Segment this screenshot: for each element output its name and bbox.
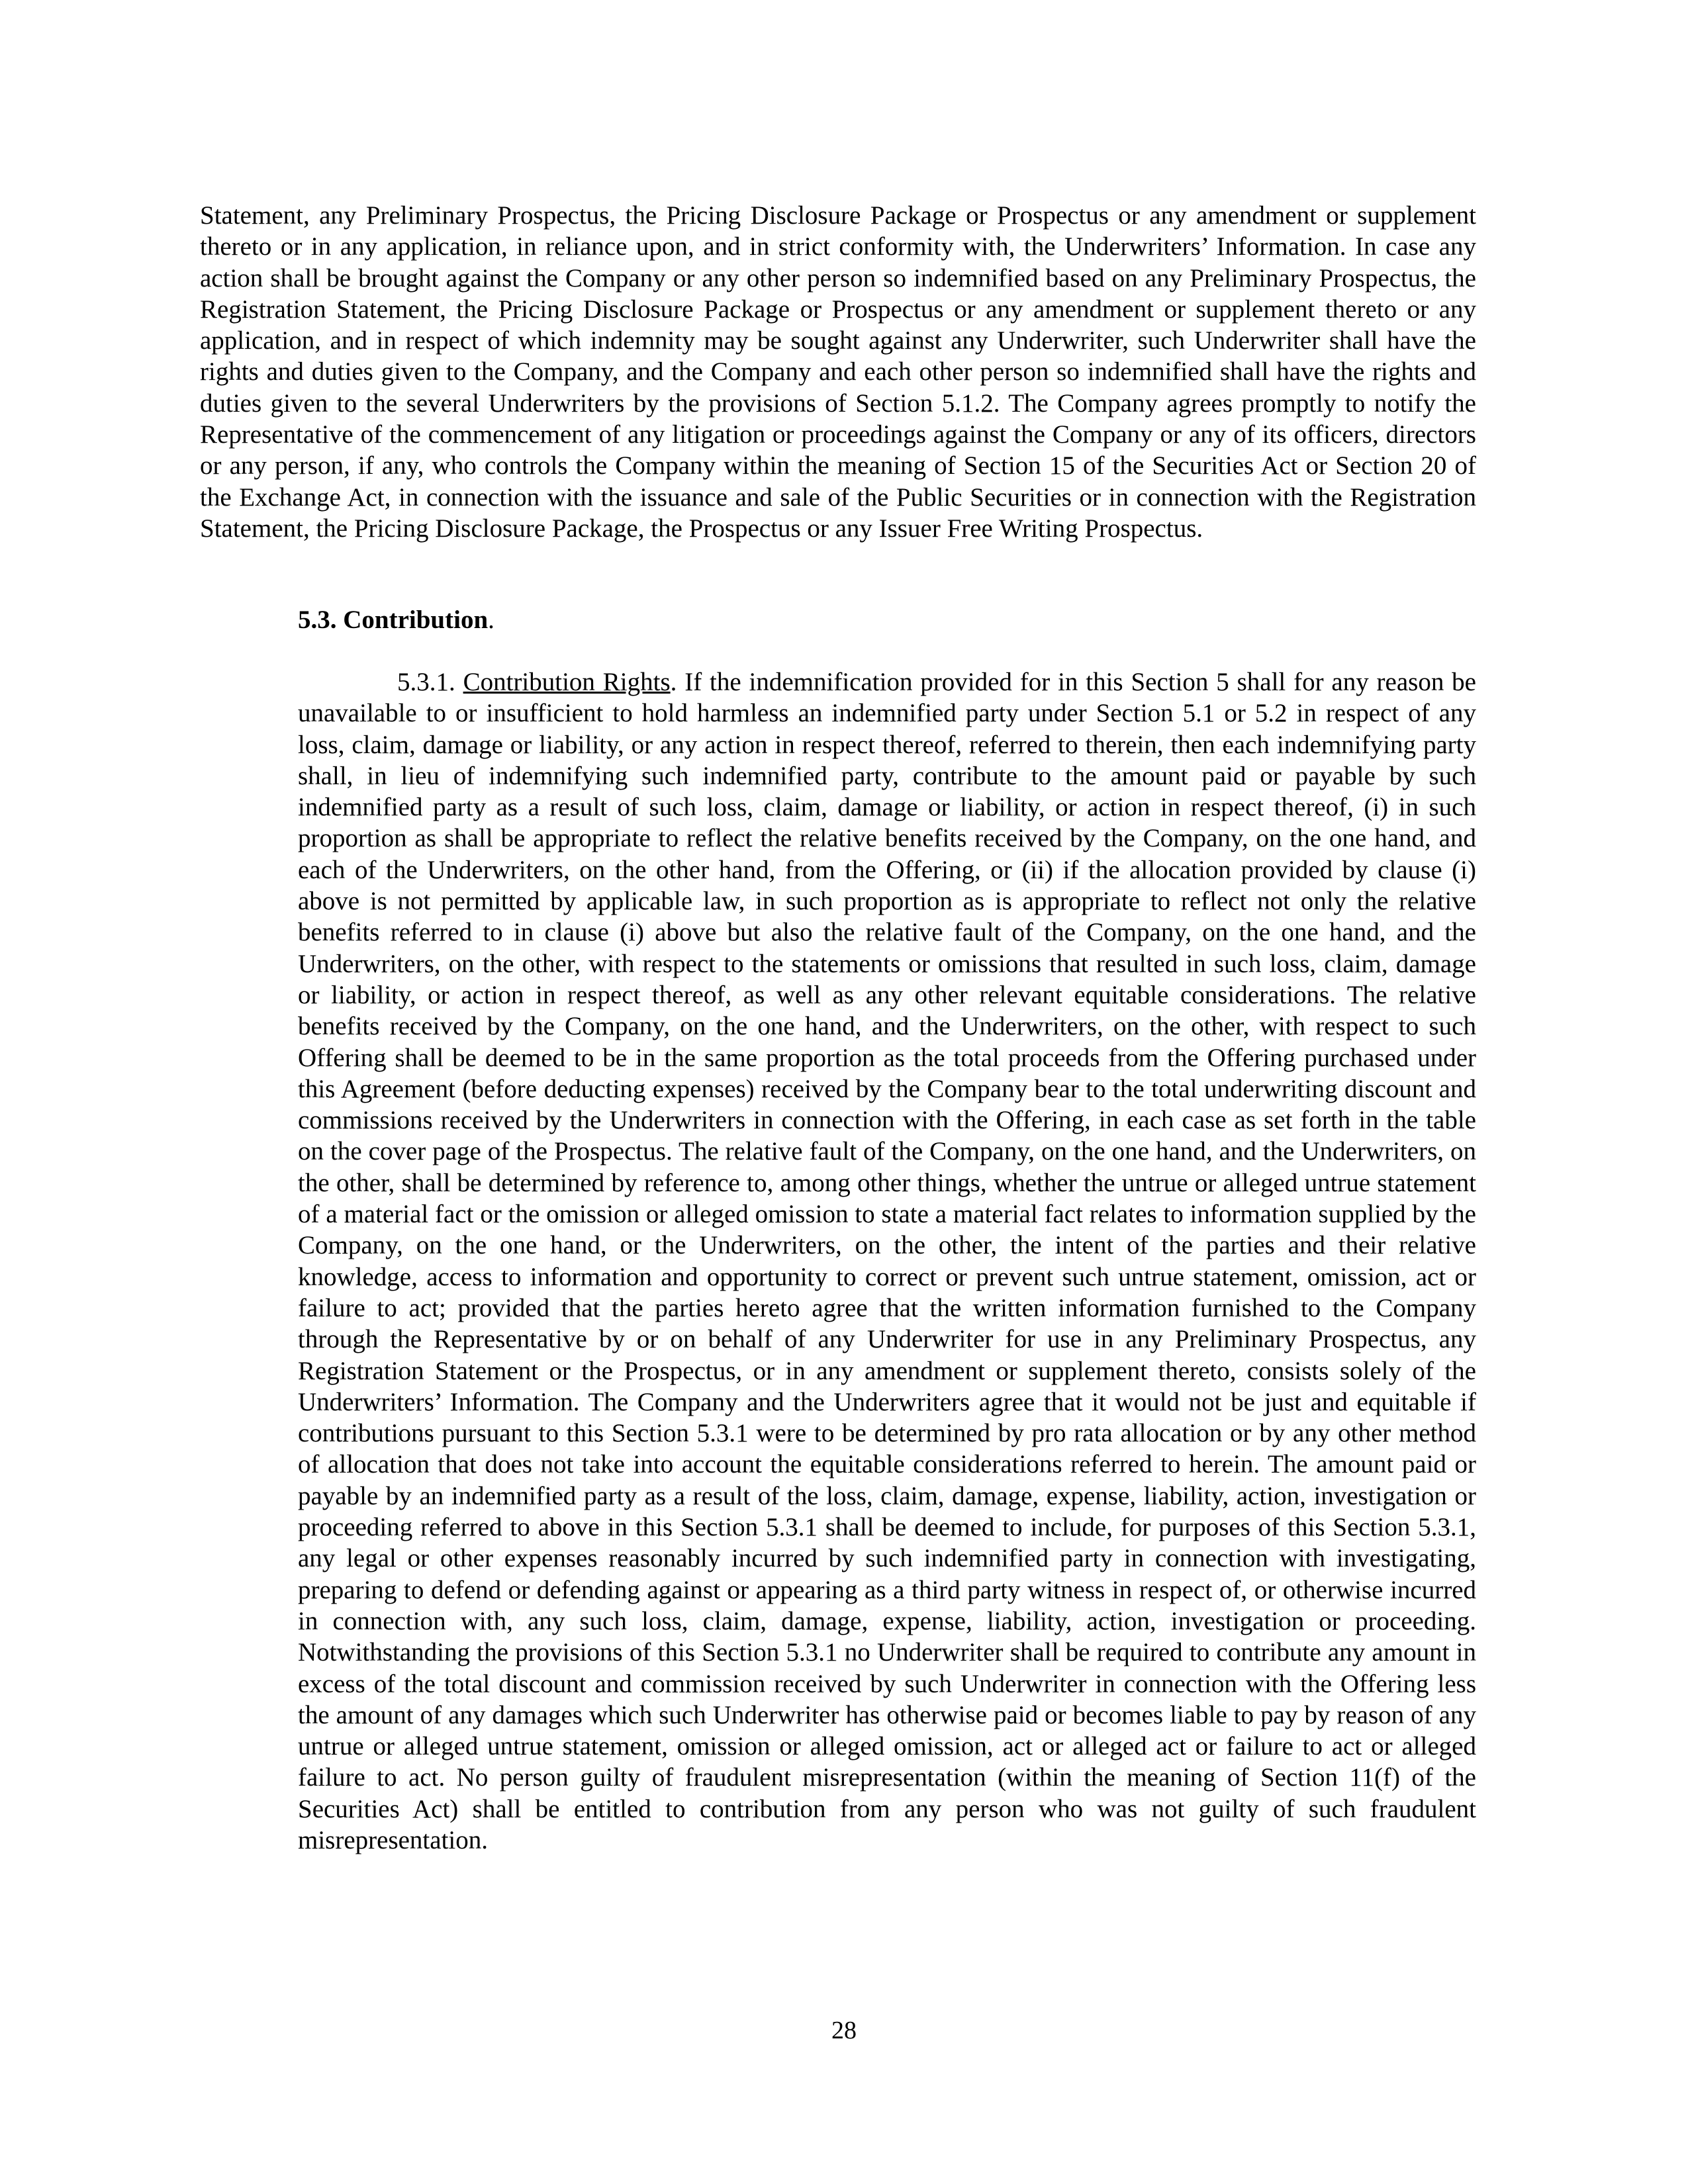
page-number: 28 [831,2017,857,2044]
subsection-body: . If the indemnification provided for in this Section 5 shall for any reason be unavailable to or insufficient to hold harmless an indemnified party under Section 5.1 or 5.2 in respect of any loss, claim, damage or liability, or any action in respect thereof, referred to therein, then each indemnifying party shall, in lieu of indemnifying such indemnified party, contribute to the amount paid or payable by such indemnified party as a result of such loss, claim, damage or liability, or action in respect thereof, (i) in such proportion as shall be appropriate to reflect the relative benefits received by the Company, on the one hand, and each of the Underwriters, on the other hand, from the Offering, or (ii) if the allocation provided by clause (i) above is not permitted by applicable law, in such proportion as is appropriate to reflect not only the relative benefits referred to in clause (i) above but also the relative fault of the Company, on the one hand, and the Underwriters, on the other, with respect to the statements or omissions that resulted in such loss, claim, damage or liability, or action in respect thereof, as well as any other relevant equitable considerations. The relative benefits received by the Company, on the one hand, and the Underwriters, on the other, with respect to such Offering shall be deemed to be in the same proportion as the total proceeds from the Offering purchased under this Agreement (before deducting expenses) received by the Company bear to the total underwriting discount and commissions received by the Underwriters in connection with the Offering, in each case as set forth in the table on the cover page of the Prospectus. The relative fault of the Company, on the one hand, and the Underwriters, on the other, shall be determined by reference to, among other things, whether the untrue or alleged untrue statement of a material fact or the omission or alleged omission to state a material fact relates to information supplied by the Company, on the one hand, or the Underwriters, on the other, the intent of the parties and their relative knowledge, access to information and opportunity to correct or prevent such untrue statement, omission, act or failure to act; provided that the parties hereto agree that the written information furnished to the Company through the Representative by or on behalf of any Underwriter for use in any Preliminary Prospectus, any Registration Statement or the Prospectus, or in any amendment or supplement thereto, consists solely of the Underwriters’ Information. The Company and the Underwriters agree that it would not be just and equitable if contributions pursuant to this Section 5.3.1 were to be determined by pro rata allocation or by any other method of allocation that does not take into account the equitable considerations referred to herein. The amount paid or payable by an indemnified party as a result of the loss, claim, damage, expense, liability, action, investigation or proceeding referred to above in this Section 5.3.1 shall be deemed to include, for purposes of this Section 5.3.1, any legal or other expenses reasonably incurred by such indemnified party in connection with investigating, preparing to defend or defending against or appearing as a third party witness in respect of, or otherwise incurred in connection with, any such loss, claim, damage, expense, liability, action, investigation or proceeding. Notwithstanding the provisions of this Section 5.3.1 no Underwriter shall be required to contribute any amount in excess of the total discount and commission received by such Underwriter in connection with the Offering less the amount of any damages which such Underwriter has otherwise paid or becomes liable to pay by reason of any untrue or alleged untrue statement, omission or alleged omission, act or alleged act or failure to act or alleged failure to act. No person guilty of fraudulent misrepresentation (within the meaning of Section 11(f) of the Securities Act) shall be entitled to contribution from any person who was not guilty of such fraudulent misrepresentation. [298,668,1476,1854]
subsection-number: 5.3.1. [397,668,463,696]
section-heading-contribution [298,604,494,635]
section-heading-text: 5.3. Contribution [298,606,489,634]
paragraph-contribution-rights [298,666,1476,1856]
paragraph-indemnification-continued: Statement, any Preliminary Prospectus, the Pricing Disclosure Package or Prospectus or any amendment or supplement thereto or in any application, in reliance upon, and in strict conformity with, the Underwriters’ Information. In case any action shall be brought against the Company or any other person so indemnified based on any Preliminary Prospectus, the Registration Statement, the Pricing Disclosure Package or Prospectus or any amendment or supplement thereto or any application, and in respect of which indemnity may be sought against any Underwriter, such Underwriter shall have the rights and duties given to the Company, and the Company and each other person so indemnified shall have the rights and duties given to the several Underwriters by the provisions of Section 5.1.2. The Company agrees promptly to notify the Representative of the commencement of any litigation or proceedings against the Company or any of its officers, directors or any person, if any, who controls the Company within the meaning of Section 15 of the Securities Act or Section 20 of the Exchange Act, in connection with the issuance and sale of the Public Securities or in connection with the Registration Statement, the Pricing Disclosure Package, the Prospectus or any Issuer Free Writing Prospectus. [200,201,1476,543]
subsection-title: Contribution Rights [463,668,671,696]
section-heading-period: . [488,606,494,634]
